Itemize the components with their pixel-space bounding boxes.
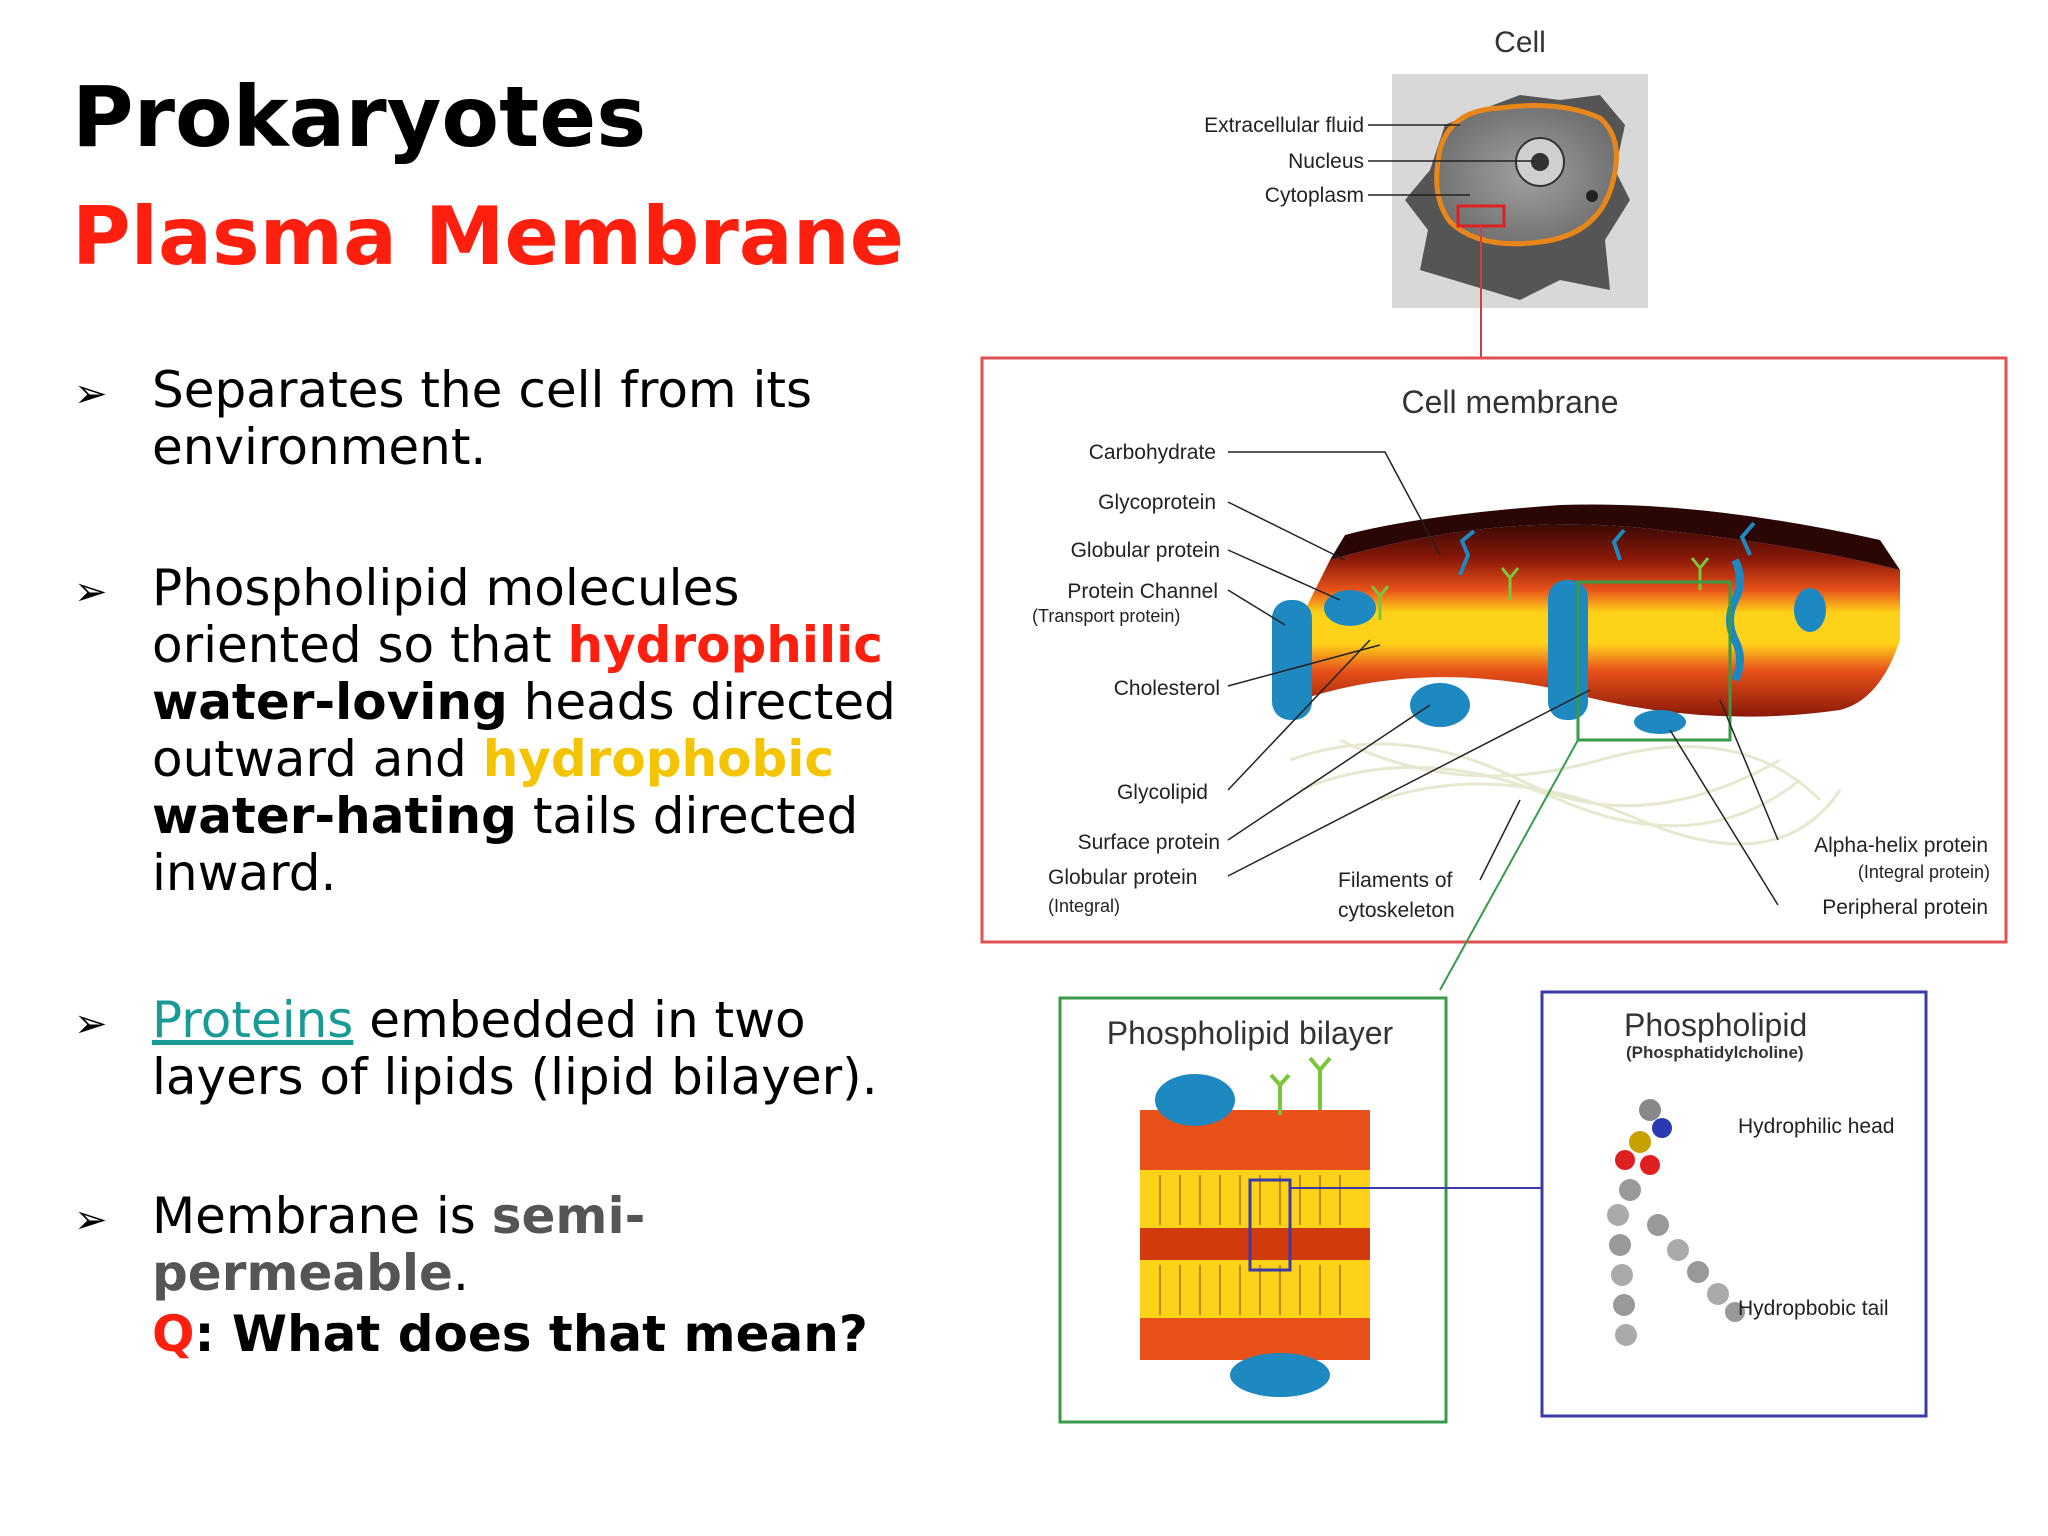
label-globular-protein-integral: Globular protein bbox=[1048, 866, 1198, 889]
bullet-arrow-icon: ➢ bbox=[74, 371, 108, 417]
phospholipid-subtitle: (Phosphatidylcholine) bbox=[1626, 1043, 1804, 1062]
protein-shape bbox=[1794, 588, 1826, 632]
peripheral-protein-shape bbox=[1634, 710, 1686, 734]
label-integral: (Integral) bbox=[1048, 896, 1121, 916]
organelle-icon bbox=[1586, 190, 1598, 202]
label-protein-channel: Protein Channel bbox=[1067, 580, 1218, 603]
label-cytoplasm: Cytoplasm bbox=[1264, 184, 1364, 207]
label-cholesterol: Cholesterol bbox=[1113, 677, 1220, 700]
bullet-text: tails directed inward. bbox=[152, 787, 859, 902]
bullet-text: embedded in two layers of lipids (lipid bilayer). bbox=[152, 991, 878, 1106]
term-water-loving: water-loving bbox=[152, 673, 508, 731]
phospholipid-bilayer-title: Phospholipid bilayer bbox=[1106, 1015, 1394, 1051]
globular-protein-shape bbox=[1324, 590, 1376, 626]
slide-subtitle: Plasma Membrane bbox=[72, 190, 904, 283]
label-hydrophobic-tail: Hydropbobic tail bbox=[1738, 1297, 1889, 1320]
term-hydrophobic: hydrophobic bbox=[482, 730, 834, 788]
label-nucleus: Nucleus bbox=[1288, 150, 1364, 173]
bullet-arrow-icon: ➢ bbox=[74, 569, 108, 615]
label-carbohydrate: Carbohydrate bbox=[1088, 441, 1216, 464]
label-glycolipid: Glycolipid bbox=[1116, 781, 1208, 804]
bullet-text: Phospholipid molecules oriented so that bbox=[152, 559, 740, 674]
slide-title: Prokaryotes bbox=[72, 68, 647, 166]
label-extracellular-fluid: Extracellular fluid bbox=[1204, 114, 1364, 137]
cell-membrane-title: Cell membrane bbox=[1401, 384, 1619, 420]
transmembrane-protein-shape bbox=[1548, 580, 1588, 720]
bullet-text: Membrane is bbox=[152, 1187, 492, 1245]
bullet-text: heads directed outward and bbox=[152, 673, 896, 788]
term-water-hating: water-hating bbox=[152, 787, 517, 845]
globular-integral-protein-shape bbox=[1410, 683, 1470, 727]
question-text: : What does that mean? bbox=[194, 1305, 868, 1363]
label-filaments-of: Filaments of bbox=[1338, 869, 1453, 892]
phospholipid-title: Phospholipid bbox=[1624, 1007, 1808, 1043]
protein-channel-shape bbox=[1272, 600, 1312, 720]
label-glycoprotein: Glycoprotein bbox=[1098, 491, 1216, 514]
nucleolus-icon bbox=[1531, 153, 1549, 171]
bullet-arrow-icon: ➢ bbox=[74, 1001, 108, 1047]
label-integral-protein: (Integral protein) bbox=[1857, 862, 1990, 882]
label-globular-protein: Globular protein bbox=[1070, 539, 1220, 562]
label-alpha-helix-protein: Alpha-helix protein bbox=[1814, 834, 1988, 857]
cell-title: Cell bbox=[1494, 26, 1546, 59]
bullet-text: Separates the cell from its environment. bbox=[152, 361, 813, 476]
label-cytoskeleton: cytoskeleton bbox=[1338, 899, 1455, 922]
label-surface-protein: Surface protein bbox=[1077, 831, 1220, 854]
proteins-link[interactable]: Proteins bbox=[152, 991, 354, 1049]
label-peripheral-protein: Peripheral protein bbox=[1822, 896, 1988, 919]
label-transport-protein: (Transport protein) bbox=[1032, 606, 1181, 626]
bullet-text: . bbox=[452, 1244, 469, 1302]
bullet-arrow-icon: ➢ bbox=[74, 1197, 108, 1243]
label-hydrophilic-head: Hydrophilic head bbox=[1738, 1115, 1895, 1138]
term-hydrophilic: hydrophilic bbox=[567, 616, 883, 674]
question-q: Q bbox=[152, 1305, 195, 1363]
term-semi-permeable: semi-permeable bbox=[152, 1187, 646, 1302]
